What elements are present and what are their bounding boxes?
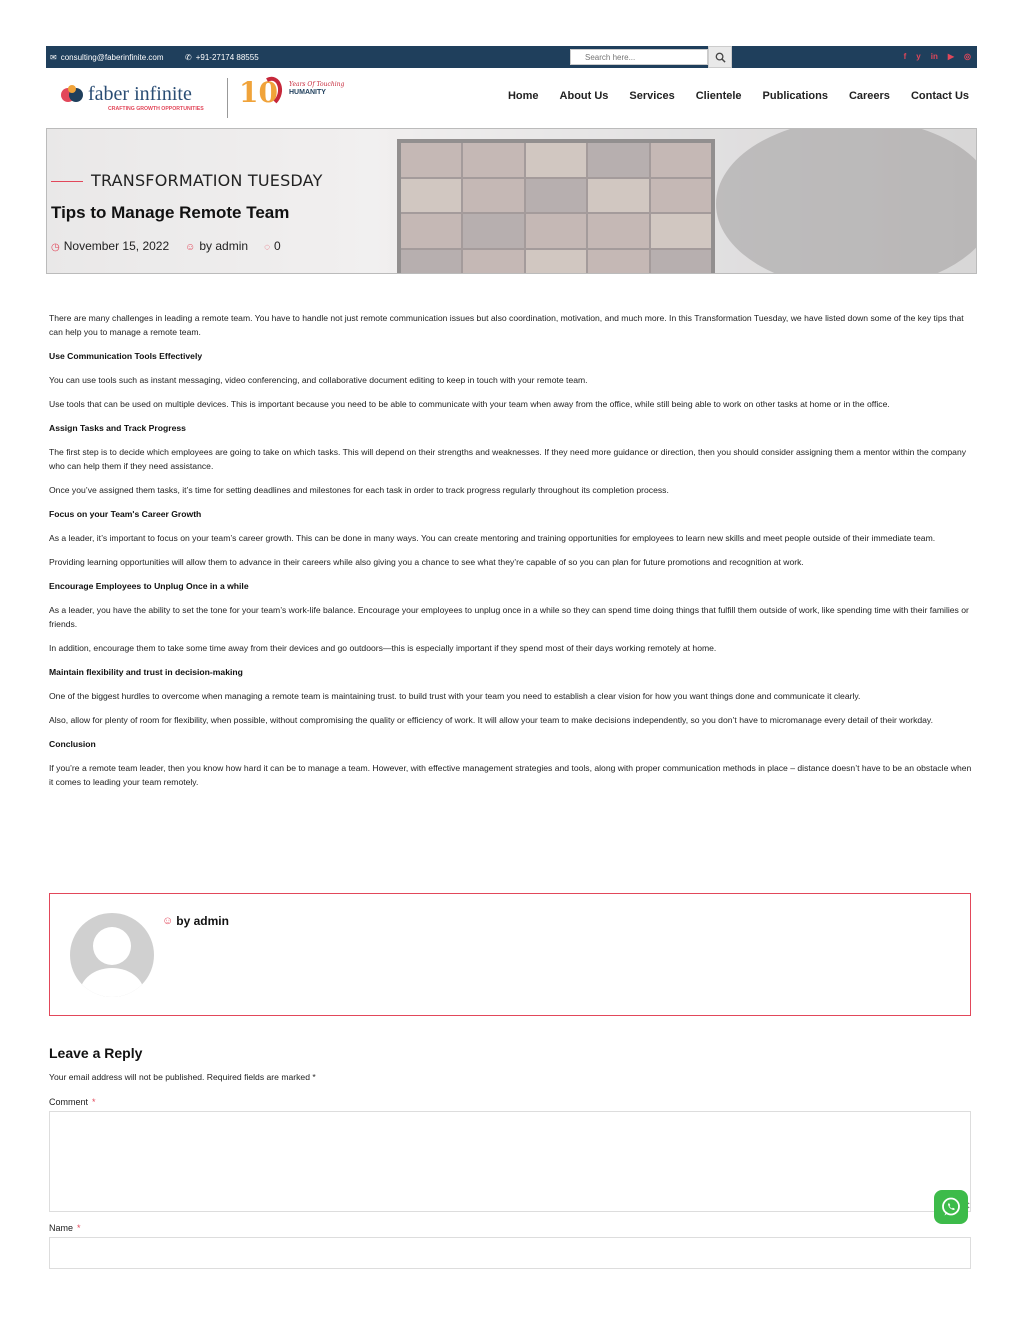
facebook-icon[interactable]: f [903,52,907,61]
category-line [51,181,83,182]
badge-number: 10 [239,76,278,108]
paragraph: The first step is to decide which employees are going to take on which tasks. This will depend on their strengths and weaknesses. If they need more guidance or direction, then you should consider assigning them a mentor within the company who can help them if they need assistance. [49,447,967,471]
social-links [904,52,971,61]
section-heading: Focus on your Team's Career Growth [49,509,202,519]
post-meta [51,239,281,253]
section-heading: Use Communication Tools Effectively [49,351,203,361]
whatsapp-icon [939,1195,963,1219]
nav-contact-us[interactable]: Contact Us [910,90,969,102]
section-heading: Encourage Employees to Unplug Once in a while [49,581,249,591]
youtube-icon[interactable]: ▶ [947,52,955,61]
post-comments[interactable]: ◌ 0 [264,239,281,253]
name-field[interactable] [49,1237,971,1269]
nav-careers[interactable]: Careers [848,90,890,102]
main-nav [508,90,969,102]
badge-line1: Years Of Touching [289,81,345,88]
search-input[interactable] [570,49,708,65]
post-date[interactable]: ◷ November 15, 2022 [51,239,170,253]
paragraph: Providing learning opportunities will allow them to advance in their careers while also giving you a chance to see what they’re capable of so you can plan for future promotions and recognition at work. [49,557,804,567]
linkedin-icon[interactable]: in [930,52,938,61]
user-icon: ☺ [162,915,174,927]
section-heading: Conclusion [49,739,96,749]
badge-line2: HUMANITY [289,89,326,96]
clock-icon: ◷ [51,242,60,253]
paragraph: You can use tools such as instant messaging, video conferencing, and collaborative document editing to keep in touch with your remote team. [49,375,588,385]
reply-title: Leave a Reply [49,1045,143,1061]
comment-label: Comment * [49,1097,96,1107]
nav-publications[interactable]: Publications [762,90,828,102]
required-mark: * [92,1097,96,1107]
faber-infinite-logo[interactable] [58,76,218,116]
section-heading: Assign Tasks and Track Progress [49,423,186,433]
paragraph: In addition, encourage them to take some time away from their devices and go outdoors—this is especially important if they spend most of their days working remotely at home. [49,643,717,653]
envelope-icon: ✉ [50,53,57,62]
email-contact[interactable] [50,53,164,62]
whatsapp-button[interactable] [934,1190,968,1224]
comment-icon: ◌ [264,242,271,253]
user-icon: ☺ [185,242,196,253]
paragraph: Also, allow for plenty of room for flexibility, when possible, without compromising the quality or efficiency of work. It will allow your team to make decisions independently, so you don’t have to micromanage every detail of their workday. [49,715,933,725]
avatar [70,913,154,997]
paragraph: If you’re a remote team leader, then you know how hard it can be to manage a team. However, with effective management strategies and tools, along with proper communication methods in place – distance doesn’t have to be an obstacle when it comes to leading your team remotely. [49,763,972,787]
name-label: Name * [49,1223,81,1233]
post-author[interactable]: ☺ by admin [185,239,249,253]
author-box [49,893,971,1016]
post-content [49,311,973,799]
logo-tagline: CRAFTING GROWTH OPPORTUNITIES [108,106,204,112]
search-button[interactable] [708,46,732,68]
paragraph: As a leader, you have the ability to set the tone for your team’s work-life balance. Encourage your employees to unplug once in a while so they can spend time doing things that fulfill them outside of work, like spending time with their families or friends. [49,605,969,629]
reply-note: Your email address will not be published. Required fields are marked * [49,1072,316,1082]
logo-divider [227,78,228,118]
instagram-icon[interactable]: ◎ [964,52,971,61]
twitter-icon[interactable]: y [916,52,921,61]
phone-icon: ✆ [185,53,192,62]
nav-services[interactable]: Services [629,90,675,102]
top-bar [46,46,977,68]
logo-name: faber infinite [88,83,192,105]
paragraph: Once you’ve assigned them tasks, it’s time for setting deadlines and milestones for each task in order to track progress regularly throughout its completion process. [49,485,669,495]
nav-clientele[interactable]: Clientele [695,90,742,102]
required-mark: * [77,1223,81,1233]
nav-about-us[interactable]: About Us [559,90,609,102]
email-text: consulting@faberinfinite.com [60,53,164,62]
paragraph: Use tools that can be used on multiple devices. This is important because you need to be able to communicate with your team when away from the office, while still being able to work on other tasks at home or in the office. [49,399,890,409]
ten-years-badge [239,72,349,108]
nav-home[interactable]: Home [507,90,539,102]
phone-text: +91-27174 88555 [195,53,259,62]
post-title: Tips to Manage Remote Team [51,203,290,222]
paragraph: There are many challenges in leading a remote team. You have to handle not just remote communication issues but also coordination, motivation, and much more. In this Transformation Tuesday, we have listed down some of the key tips that can help you to manage a remote team. [49,313,964,337]
author-link[interactable]: ☺ by admin [162,914,229,928]
paragraph: As a leader, it’s important to focus on your team’s career growth. This can be done in many ways. You can create mentoring and training opportunities for employees to learn new skills and meet people outside of their immediate team. [49,533,936,543]
phone-contact[interactable] [185,53,259,62]
search-icon [715,52,726,63]
post-hero [46,128,977,274]
site-header [46,68,977,128]
paragraph: One of the biggest hurdles to overcome when managing a remote team is maintaining trust. to build trust with your team you need to establish a clear vision for how you want things done and communicate it clearly. [49,691,861,701]
post-category[interactable]: TRANSFORMATION TUESDAY [91,171,323,190]
search-form [570,49,732,68]
comment-textarea[interactable] [49,1111,971,1212]
section-heading: Maintain flexibility and trust in decision-making [49,667,243,677]
